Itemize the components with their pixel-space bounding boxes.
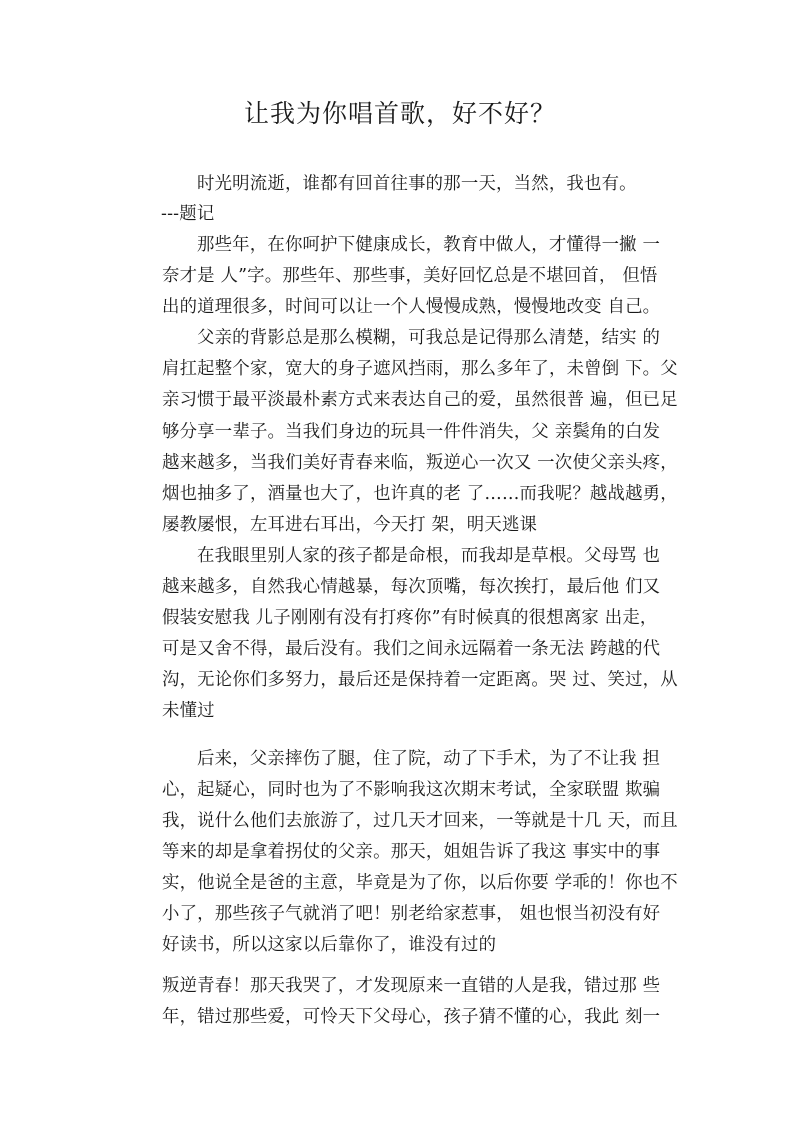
text-line: 亲习惯于最平淡最朴素方式来表达自己的爱，虽然很普 遍，但已足 (162, 390, 678, 410)
text-line: 屡教屡恨，左耳进右耳出，今天打 架，明天逃课 (162, 515, 538, 535)
text-line: 后来，父亲摔伤了腿，住了院，动了下手术，为了不让我 担 (197, 749, 661, 769)
text-line: 可是又舍不得，最后没有。我们之间永远隔着一条无法 跨越的代 (162, 639, 661, 659)
text-line: 那些年，在你呵护下健康成长，教育中做人，才懂得一撇 一 (197, 235, 661, 255)
text-line: 未懂过 (162, 701, 215, 721)
text-line: 叛逆青春！那天我哭了，才发现原来一直错的人是我，错过那 些 (162, 976, 661, 996)
text-line: 心，起疑心，同时也为了不影响我这次期末考试，全家联盟 欺骗 (162, 780, 661, 800)
text-line: 在我眼里别人家的孩子都是命根，而我却是草根。父母骂 也 (197, 546, 661, 566)
text-line: 烟也抽多了，酒量也大了，也许真的老 了……而我呢？越战越勇， (162, 484, 678, 504)
text-line: 小了，那些孩子气就消了吧！别老给家惹事， 姐也恨当初没有好 (162, 904, 661, 924)
text-line: 出的道理很多，时间可以让一个人慢慢成熟，慢慢地改变 自己。 (162, 297, 661, 317)
text-line: 够分享一辈子。当我们身边的玩具一件件消失，父 亲鬓角的白发 (162, 422, 661, 442)
text-line: 沟，无论你们多努力，最后还是保持着一定距离。哭 过、笑过，从 (162, 670, 678, 690)
text-line: 假装安慰我 儿子刚刚有没有打疼你”有时候真的很想离家 出走， (162, 608, 658, 628)
text-line: 越来越多，当我们美好青春来临，叛逆心一次又 一次使父亲头疼， (162, 453, 678, 473)
text-line: 时光明流逝，谁都有回首往事的那一天，当然，我也有。 (197, 174, 637, 194)
text-line: ---题记 (161, 204, 215, 224)
text-line: 好读书，所以这家以后靠你了，谁没有过的 (162, 935, 497, 955)
text-line: 等来的却是拿着拐仗的父亲。那天，姐姐告诉了我这 事实中的事 (162, 842, 661, 862)
text-line: 实，他说全是爸的主意，毕竟是为了你，以后你要 学乖的！你也不 (162, 873, 678, 893)
text-line: 越来越多，自然我心情越暴，每次顶嘴，每次挨打，最后他 们又 (162, 577, 661, 597)
text-line: 奈才是 人”字。那些年、那些事，美好回忆总是不堪回首， 但悟 (162, 266, 658, 286)
text-line: 年，错过那些爱，可怜天下父母心，孩子猜不懂的心，我此 刻一 (162, 1007, 661, 1027)
document-title: 让我为你唱首歌，好不好？ (243, 99, 556, 128)
text-line: 父亲的背影总是那么模糊，可我总是记得那么清楚，结实 的 (197, 328, 661, 348)
text-line: 肩扛起整个家，宽大的身子遮风挡雨，那么多年了，未曾倒 下。父 (162, 359, 678, 379)
text-line: 我，说什么他们去旅游了，过几天才回来，一等就是十几 天，而且 (162, 811, 678, 831)
